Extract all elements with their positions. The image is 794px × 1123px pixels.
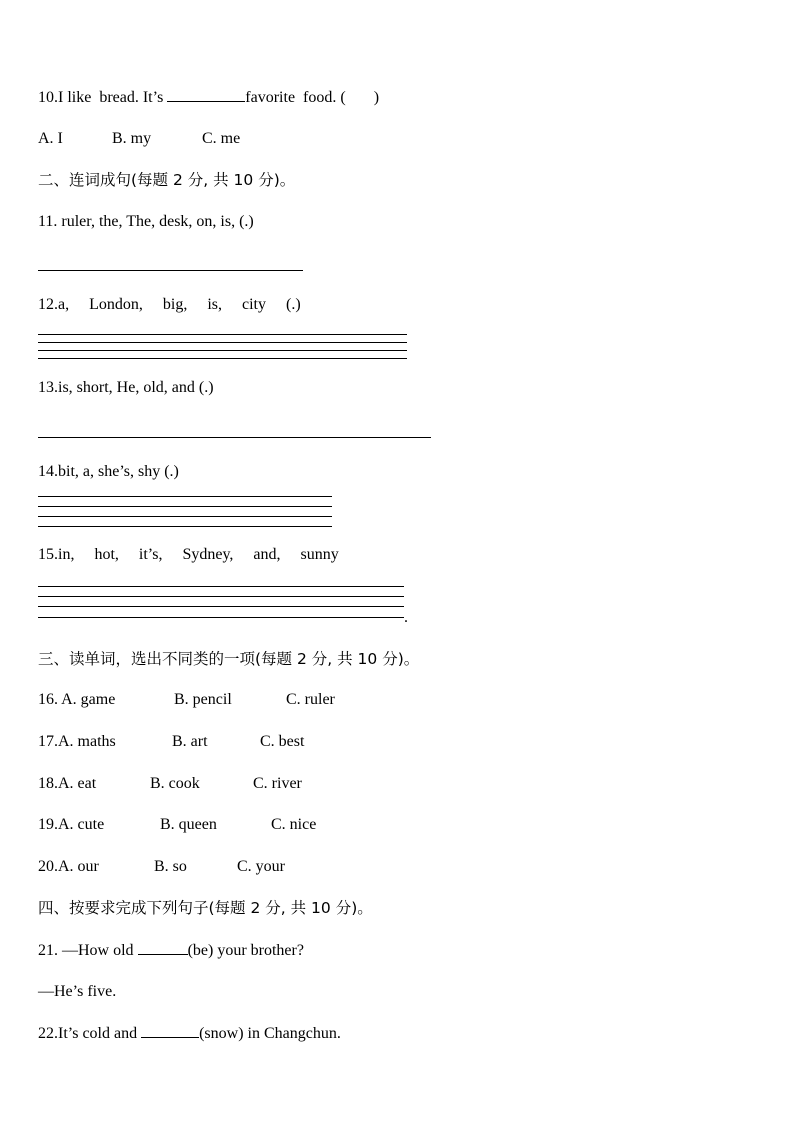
end-mark: .	[404, 609, 408, 626]
option-b: B. queen	[160, 816, 217, 833]
question-21-text-a: 21. —How old	[38, 942, 138, 959]
option-c: C. best	[260, 733, 305, 750]
option-c: C. nice	[271, 816, 317, 833]
question-22-text-b: (snow) in Changchun.	[199, 1025, 341, 1042]
answer-line[interactable]	[38, 516, 332, 517]
answer-line[interactable]	[38, 270, 303, 271]
question-11: 11. ruler, the, The, desk, on, is, (.)	[38, 213, 254, 230]
option-a: 19.A. cute	[38, 816, 105, 833]
option-c: C. me	[202, 130, 241, 147]
option-b: B. so	[154, 858, 187, 875]
question-21-text-b: (be) your brother?	[187, 942, 304, 959]
answer-line[interactable]	[38, 506, 332, 507]
option-a: A. I	[38, 130, 63, 147]
question-15: 15.in, hot, it’s, Sydney, and, sunny	[38, 546, 339, 563]
section-2-title: 二、连词成句(每题 2 分, 共 10 分)。	[38, 171, 296, 189]
answer-blank[interactable]	[138, 940, 188, 955]
answer-blank[interactable]	[141, 1023, 199, 1038]
option-b: B. art	[172, 733, 208, 750]
question-22-text-a: 22.It’s cold and	[38, 1025, 142, 1042]
option-a: 17.A. maths	[38, 733, 116, 750]
option-a: 18.A. eat	[38, 775, 97, 792]
answer-line[interactable]	[38, 606, 404, 607]
answer-line[interactable]	[38, 526, 332, 527]
option-c: C. your	[237, 858, 285, 875]
section-4-title: 四、按要求完成下列句子(每题 2 分, 共 10 分)。	[38, 899, 373, 917]
question-22	[38, 1023, 341, 1044]
question-12: 12.a, London, big, is, city (.)	[38, 296, 301, 313]
answer-line[interactable]	[38, 586, 404, 587]
question-10-text-a: 10.I like bread. It’s	[38, 89, 168, 106]
answer-line[interactable]	[38, 350, 407, 351]
answer-line[interactable]	[38, 596, 404, 597]
option-b: B. pencil	[174, 691, 232, 708]
option-c: C. ruler	[286, 691, 335, 708]
answer-line[interactable]	[38, 358, 407, 359]
answer-line[interactable]	[38, 496, 332, 497]
question-13: 13.is, short, He, old, and (.)	[38, 379, 214, 396]
answer-line[interactable]	[38, 342, 407, 343]
section-3-title: 三、读单词，选出不同类的一项(每题 2 分, 共 10 分)。	[38, 650, 420, 668]
answer-line[interactable]	[38, 617, 404, 618]
question-10-text-b: favorite food. ( )	[245, 89, 380, 106]
option-a: 20.A. our	[38, 858, 99, 875]
option-b: B. my	[112, 130, 152, 147]
answer-line[interactable]	[38, 437, 431, 438]
answer-line[interactable]	[38, 334, 407, 335]
option-b: B. cook	[150, 775, 200, 792]
answer-blank[interactable]	[167, 87, 245, 102]
question-21-answer: —He’s five.	[38, 983, 117, 1000]
question-10	[38, 87, 379, 108]
question-21	[38, 940, 304, 961]
option-c: C. river	[253, 775, 302, 792]
option-a: 16. A. game	[38, 691, 116, 708]
question-14: 14.bit, a, she’s, shy (.)	[38, 463, 179, 480]
